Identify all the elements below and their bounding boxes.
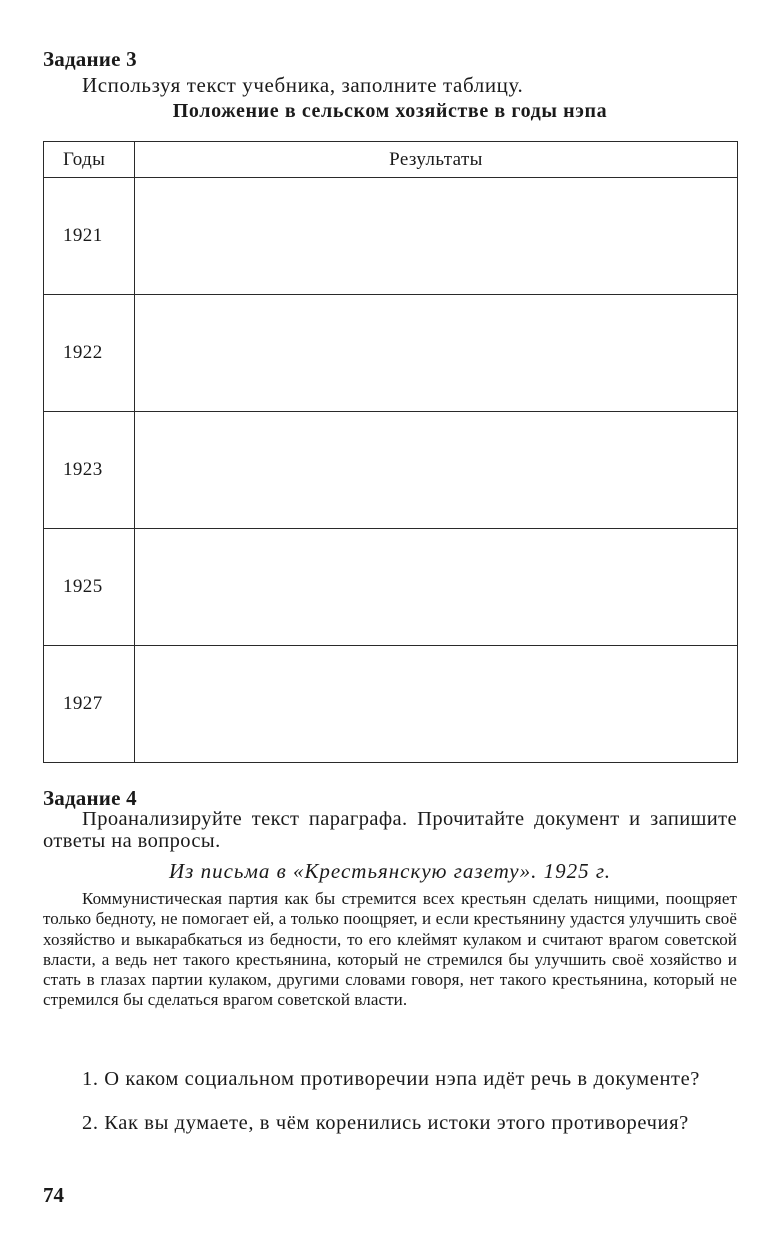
table-row: [44, 412, 738, 529]
question-2: 2. Как вы думаете, в чём коренились истоки этого противоречия?: [82, 1112, 689, 1134]
task4-instruction: Проанализируйте текст параграфа. Прочитайте документ и запишите ответы на вопросы.: [43, 808, 737, 852]
table-header-row: [44, 142, 738, 178]
year-cell: 1927: [44, 646, 135, 763]
year-cell: 1922: [44, 295, 135, 412]
document-text: Коммунистическая партия как бы стремится всех крестьян сделать нищими, поощряет только бедноту, не помогает ей, а только поощряет, и если крестьянину удастся улучшить своё хозяйство и выкарабкаться из бедности, то его клеймят кулаком и считают врагом советской власти, а ведь нет такого крестьянина, который не стремился бы улучшить своё хозяйство и стать в глазах партии кулаком, другими словами говоря, нет такого крестьянина, который не стремился бы сделаться врагом советской власти.: [43, 889, 737, 1010]
year-cell: 1923: [44, 412, 135, 529]
table-row: [44, 529, 738, 646]
year-cell: 1925: [44, 529, 135, 646]
table-row: [44, 178, 738, 295]
task3-title: Задание 3: [43, 47, 137, 71]
agriculture-table: [43, 141, 738, 763]
result-cell[interactable]: [135, 646, 738, 763]
result-cell[interactable]: [135, 412, 738, 529]
result-cell[interactable]: [135, 178, 738, 295]
table-row: [44, 646, 738, 763]
task3-instruction: Используя текст учебника, заполните таблицу.: [82, 73, 524, 97]
question-1: 1. О каком социальном противоречии нэпа идёт речь в документе?: [82, 1068, 700, 1090]
table-row: [44, 295, 738, 412]
result-cell[interactable]: [135, 529, 738, 646]
page-number: 74: [43, 1183, 64, 1207]
result-cell[interactable]: [135, 295, 738, 412]
column-header-years: Годы: [44, 142, 135, 178]
task4-title: Задание 4: [43, 786, 137, 810]
year-cell: 1921: [44, 178, 135, 295]
document-source: Из письма в «Крестьянскую газету». 1925 г.: [168, 859, 612, 883]
table-title: Положение в сельском хозяйстве в годы нэпа: [172, 100, 608, 122]
column-header-results: Результаты: [135, 142, 738, 178]
